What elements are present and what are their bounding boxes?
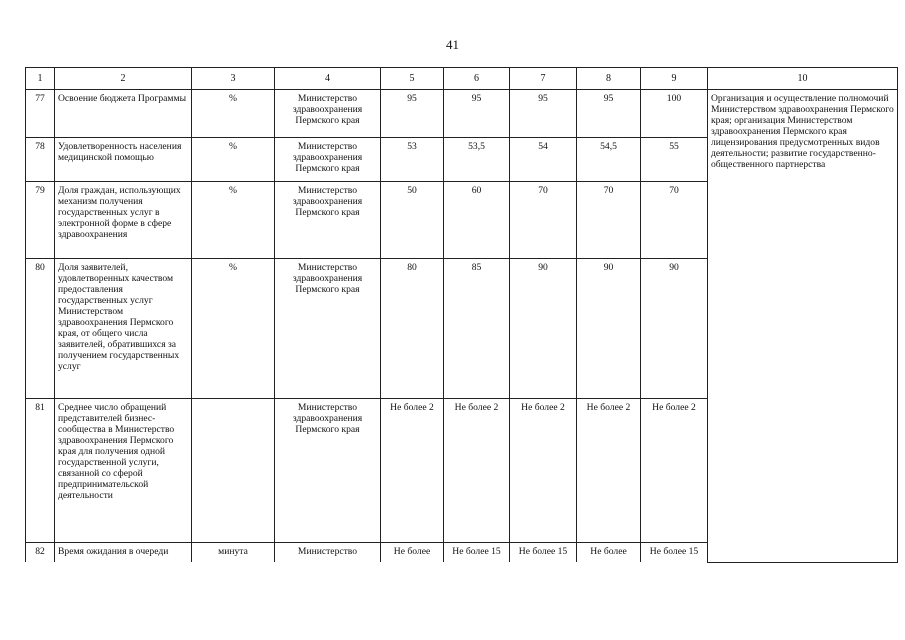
value-col5: 95	[381, 90, 444, 138]
value-col6: 85	[444, 259, 510, 399]
value-col6: 53,5	[444, 138, 510, 182]
value-col5: Не более 2	[381, 399, 444, 543]
header-cell-4: 4	[275, 68, 381, 90]
header-cell-5: 5	[381, 68, 444, 90]
value-col8: 70	[577, 182, 641, 259]
value-col9: Не более 2	[641, 399, 708, 543]
executor-cell: Министерство здравоохранения Пермского края	[275, 182, 381, 259]
value-col6: 95	[444, 90, 510, 138]
value-col9: Не более 15	[641, 543, 708, 563]
value-col6: Не более 15	[444, 543, 510, 563]
header-cell-2: 2	[55, 68, 192, 90]
indicator-name: Доля граждан, использующих механизм получения государственных услуг в электронной форме в сфере здравоохранения	[55, 182, 192, 259]
value-col9: 100	[641, 90, 708, 138]
value-col7: Не более 2	[510, 399, 577, 543]
header-cell-9: 9	[641, 68, 708, 90]
table-row	[26, 90, 898, 138]
row-number: 77	[26, 90, 55, 138]
row-number: 80	[26, 259, 55, 399]
indicator-name: Доля заявителей, удовлетворенных качеством предоставления государственных услуг Министерством здравоохранения Пермского края, от общего числа заявителей, обратившихся за получением государственных услуг	[55, 259, 192, 399]
value-col7: 54	[510, 138, 577, 182]
indicator-name: Удовлетворенность населения медицинской помощью	[55, 138, 192, 182]
unit-cell: %	[192, 138, 275, 182]
header-cell-10: 10	[708, 68, 898, 90]
value-col8: Не более 2	[577, 399, 641, 543]
value-col5: Не более	[381, 543, 444, 563]
header-cell-1: 1	[26, 68, 55, 90]
executor-cell: Министерство здравоохранения Пермского края	[275, 90, 381, 138]
value-col6: 60	[444, 182, 510, 259]
executor-cell: Министерство здравоохранения Пермского края	[275, 399, 381, 543]
unit-cell	[192, 399, 275, 543]
row-number: 81	[26, 399, 55, 543]
executor-cell: Министерство здравоохранения Пермского края	[275, 138, 381, 182]
header-cell-6: 6	[444, 68, 510, 90]
header-cell-7: 7	[510, 68, 577, 90]
value-col5: 53	[381, 138, 444, 182]
unit-cell: %	[192, 259, 275, 399]
measures-note: Организация и осуществление полномочий Министерством здравоохранения Пермского края; организация Министерством здравоохранения Пермского края лицензирования предусмотренных видов деятельности; развитие государственно-общественного партнерства	[708, 90, 898, 563]
indicator-name: Время ожидания в очереди	[55, 543, 192, 563]
value-col8: 95	[577, 90, 641, 138]
unit-cell: минута	[192, 543, 275, 563]
value-col7: 90	[510, 259, 577, 399]
indicator-name: Среднее число обращений представителей бизнес-сообщества в Министерство здравоохранения Пермского края для получения одной государственной услуги, связанной со сферой предпринимательской деятельности	[55, 399, 192, 543]
row-number: 82	[26, 543, 55, 563]
executor-cell: Министерство	[275, 543, 381, 563]
value-col5: 50	[381, 182, 444, 259]
value-col8: 54,5	[577, 138, 641, 182]
indicators-table	[25, 67, 898, 563]
value-col8: Не более	[577, 543, 641, 563]
unit-cell: %	[192, 182, 275, 259]
row-number: 79	[26, 182, 55, 259]
table-header-row	[26, 68, 898, 90]
executor-cell: Министерство здравоохранения Пермского края	[275, 259, 381, 399]
value-col7: 70	[510, 182, 577, 259]
indicator-name: Освоение бюджета Программы	[55, 90, 192, 138]
value-col5: 80	[381, 259, 444, 399]
unit-cell: %	[192, 90, 275, 138]
value-col7: Не более 15	[510, 543, 577, 563]
value-col7: 95	[510, 90, 577, 138]
page-number: 41	[446, 37, 459, 52]
value-col9: 90	[641, 259, 708, 399]
value-col9: 70	[641, 182, 708, 259]
value-col9: 55	[641, 138, 708, 182]
value-col6: Не более 2	[444, 399, 510, 543]
value-col8: 90	[577, 259, 641, 399]
header-cell-3: 3	[192, 68, 275, 90]
header-cell-8: 8	[577, 68, 641, 90]
row-number: 78	[26, 138, 55, 182]
